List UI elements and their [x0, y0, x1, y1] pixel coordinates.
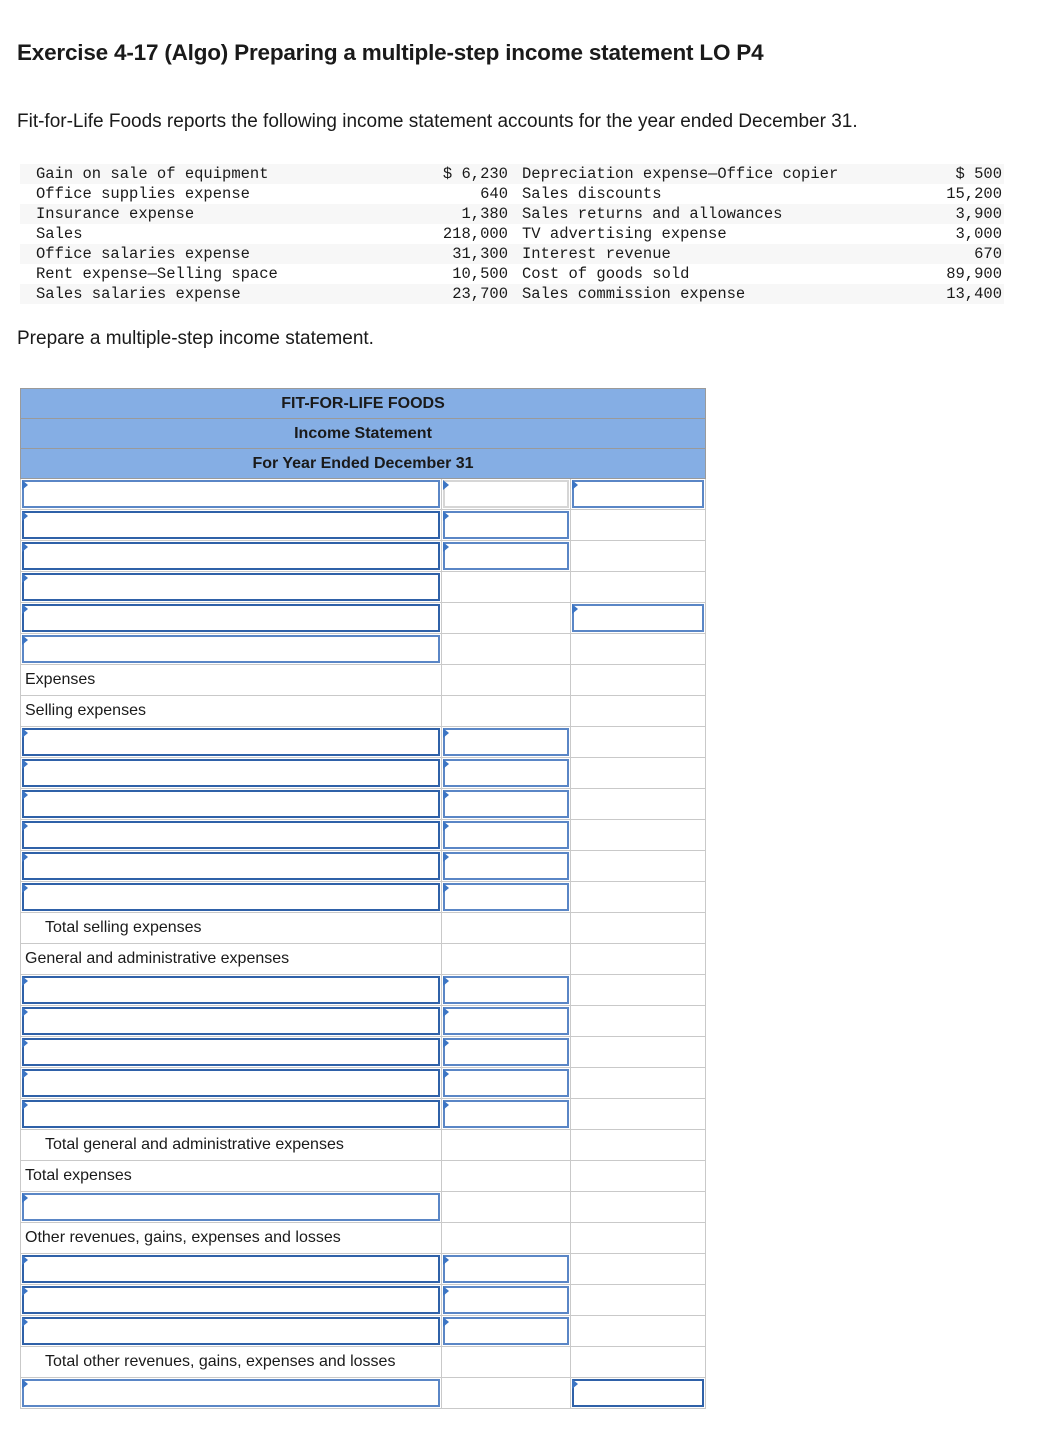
- account-name: Gain on sale of equipment: [20, 164, 400, 184]
- total-other-label: Total other revenues, gains, expenses and losses: [21, 1347, 442, 1378]
- account-dropdown[interactable]: [22, 635, 440, 663]
- account-dropdown[interactable]: [22, 542, 440, 570]
- account-dropdown[interactable]: [22, 573, 440, 601]
- account-amount: 670: [930, 244, 1004, 264]
- account-amount: 89,900: [946, 265, 1002, 283]
- general-admin-expenses-label: General and administrative expenses: [21, 944, 442, 975]
- account-dropdown[interactable]: [22, 1007, 440, 1035]
- account-dropdown[interactable]: [22, 976, 440, 1004]
- amount-input[interactable]: [443, 821, 569, 849]
- amount-input[interactable]: [443, 1317, 569, 1345]
- amount-input[interactable]: [443, 480, 569, 508]
- account-dropdown[interactable]: [22, 883, 440, 911]
- account-row: [20, 164, 1004, 184]
- account-dropdown[interactable]: [22, 511, 440, 539]
- amount-input[interactable]: [443, 976, 569, 1004]
- account-row: [20, 264, 1004, 284]
- account-name: Office salaries expense: [20, 244, 400, 264]
- statement-name: Income Statement: [21, 419, 706, 449]
- account-name: Sales returns and allowances: [508, 204, 930, 224]
- account-row: [20, 184, 1004, 204]
- account-name: Sales salaries expense: [20, 284, 400, 304]
- account-name: Sales discounts: [522, 185, 662, 203]
- account-name: Office supplies expense: [36, 185, 250, 203]
- account-dropdown[interactable]: [22, 790, 440, 818]
- amount-input[interactable]: [443, 728, 569, 756]
- amount-input[interactable]: [443, 790, 569, 818]
- account-dropdown[interactable]: [22, 1286, 440, 1314]
- account-dropdown[interactable]: [22, 1038, 440, 1066]
- total-general-admin-label: Total general and administrative expenses: [21, 1130, 442, 1161]
- account-row: [20, 224, 1004, 244]
- account-amount: 1,380: [400, 204, 508, 224]
- amount-input[interactable]: [443, 852, 569, 880]
- total-expenses-label: Total expenses: [21, 1161, 442, 1192]
- amount-input[interactable]: [443, 759, 569, 787]
- account-amount: $ 6,230: [400, 164, 508, 184]
- account-dropdown[interactable]: [22, 821, 440, 849]
- amount-input[interactable]: [443, 1007, 569, 1035]
- amount-input[interactable]: [443, 542, 569, 570]
- account-amount: 10,500: [452, 265, 508, 283]
- account-name: TV advertising expense: [522, 225, 727, 243]
- amount-dropdown[interactable]: [572, 1379, 704, 1407]
- account-dropdown[interactable]: [22, 1379, 440, 1407]
- account-dropdown[interactable]: [22, 604, 440, 632]
- account-dropdown[interactable]: [22, 852, 440, 880]
- account-dropdown[interactable]: [22, 759, 440, 787]
- amount-input[interactable]: [443, 883, 569, 911]
- amount-input[interactable]: [443, 1100, 569, 1128]
- account-dropdown[interactable]: [22, 1100, 440, 1128]
- amount-dropdown[interactable]: [572, 480, 704, 508]
- instruction-text: Prepare a multiple-step income statement.: [17, 328, 374, 349]
- account-name: Sales commission expense: [508, 284, 930, 304]
- account-amount: 23,700: [400, 284, 508, 304]
- amount-input[interactable]: [443, 1286, 569, 1314]
- account-amount: $ 500: [930, 164, 1004, 184]
- account-name: Rent expense—Selling space: [36, 265, 278, 283]
- account-dropdown[interactable]: [22, 728, 440, 756]
- selling-expenses-label: Selling expenses: [21, 696, 442, 727]
- total-selling-expenses-label: Total selling expenses: [21, 913, 442, 944]
- amount-input[interactable]: [572, 604, 704, 632]
- account-name: Sales: [36, 225, 83, 243]
- amount-input[interactable]: [443, 511, 569, 539]
- amount-input[interactable]: [443, 1038, 569, 1066]
- account-amount: 3,000: [955, 225, 1002, 243]
- intro-text: Fit-for-Life Foods reports the following income statement accounts for the year ended December 31.: [17, 111, 858, 132]
- statement-period: For Year Ended December 31: [21, 449, 706, 479]
- income-statement-form: [20, 388, 706, 1409]
- account-amount: 15,200: [946, 185, 1002, 203]
- account-amount: 13,400: [930, 284, 1004, 304]
- account-dropdown[interactable]: [22, 1317, 440, 1345]
- account-dropdown[interactable]: [22, 480, 440, 508]
- account-dropdown[interactable]: [22, 1255, 440, 1283]
- account-name: Cost of goods sold: [522, 265, 690, 283]
- account-row: [20, 284, 1004, 304]
- account-amount: 3,900: [930, 204, 1004, 224]
- amount-input[interactable]: [443, 1255, 569, 1283]
- account-amount: 218,000: [442, 225, 508, 243]
- account-name: Depreciation expense—Office copier: [508, 164, 930, 184]
- expenses-label: Expenses: [21, 665, 442, 696]
- amount-input[interactable]: [443, 1069, 569, 1097]
- account-dropdown[interactable]: [22, 1193, 440, 1221]
- accounts-table: [20, 164, 1004, 304]
- other-revenues-label: Other revenues, gains, expenses and losses: [21, 1223, 442, 1254]
- exercise-title: Exercise 4-17 (Algo) Preparing a multiple-step income statement LO P4: [17, 40, 764, 65]
- account-name: Interest revenue: [508, 244, 930, 264]
- company-name: FIT-FOR-LIFE FOODS: [21, 389, 706, 419]
- account-dropdown[interactable]: [22, 1069, 440, 1097]
- account-amount: 31,300: [400, 244, 508, 264]
- account-row: [20, 244, 1004, 264]
- account-amount: 640: [480, 185, 508, 203]
- account-name: Insurance expense: [20, 204, 400, 224]
- account-row: [20, 204, 1004, 224]
